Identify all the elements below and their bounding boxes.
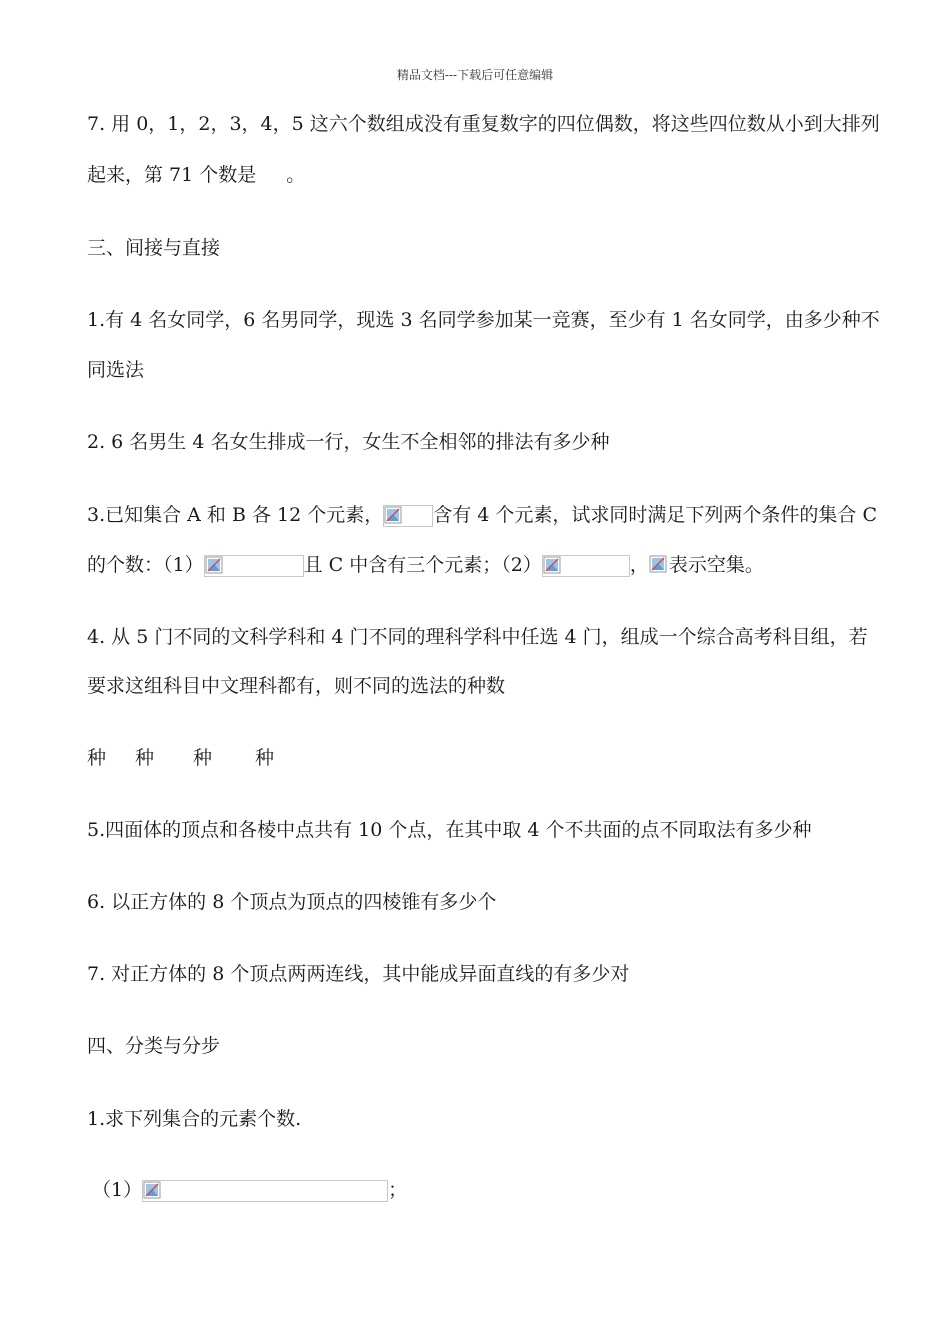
s3-question-7: 7. 对正方体的 8 个顶点两两连线，其中能成异面直线的有多少对 <box>87 963 630 985</box>
s3-question-3-text-e: 表示空集。 <box>668 554 764 576</box>
formula-image-placeholder <box>383 505 433 527</box>
s3-question-3-text-c: 的个数：（1） <box>87 554 204 576</box>
choice-c: 种 <box>193 747 213 769</box>
s3-question-3-text-a: 3.已知集合 A 和 B 各 12 个元素， <box>87 504 384 526</box>
choice-a: 种 <box>87 747 107 769</box>
s3-question-1-line-2: 同选法 <box>87 359 145 381</box>
section-4-heading: 四、分类与分步 <box>87 1035 221 1057</box>
choice-b: 种 <box>135 747 155 769</box>
question-7-text: 起来，第 71 个数是 <box>87 164 257 186</box>
broken-image-icon <box>543 556 563 576</box>
question-7-line-1: 7. 用 0，1，2，3，4，5 这六个数组成没有重复数字的四位偶数，将这些四位数从小到大排列 <box>87 113 880 135</box>
s3-question-2: 2. 6 名男生 4 名女生排成一行，女生不全相邻的排法有多少种 <box>87 431 610 453</box>
s3-question-5: 5.四面体的顶点和各棱中点共有 10 个点，在其中取 4 个不共面的点不同取法有多少种 <box>87 819 812 841</box>
s3-question-6: 6. 以正方体的 8 个顶点为顶点的四棱锥有多少个 <box>87 891 497 913</box>
s3-question-3-text-d: 且 C 中含有三个元素；（2） <box>303 554 542 576</box>
broken-image-icon <box>205 556 225 576</box>
answer-choices <box>87 746 274 770</box>
broken-image-icon <box>649 555 669 575</box>
question-7-end: 。 <box>286 164 306 186</box>
section-3-heading: 三、间接与直接 <box>87 237 221 259</box>
broken-image-icon <box>143 1181 163 1201</box>
choice-d: 种 <box>255 747 275 769</box>
s3-question-3-comma: ， <box>629 554 649 576</box>
s3-question-4-line-2: 要求这组科目中文理科都有，则不同的选法的种数 <box>87 675 506 697</box>
s3-question-3-line-1 <box>87 503 877 527</box>
s3-question-3-text-b: 含有 4 个元素，试求同时满足下列两个条件的集合 C <box>433 504 877 526</box>
formula-image-placeholder <box>204 555 304 577</box>
formula-image-placeholder <box>542 555 630 577</box>
broken-image-icon <box>384 506 404 526</box>
question-7-line-2 <box>87 163 305 187</box>
s4-question-1: 1.求下列集合的元素个数. <box>87 1108 302 1130</box>
formula-image-placeholder <box>142 1180 388 1202</box>
item-1-suffix: ； <box>388 1179 408 1201</box>
s3-question-4-line-1: 4. 从 5 门不同的文科学科和 4 门不同的理科学科中任选 4 门，组成一个综合高考科目组，若 <box>87 626 868 648</box>
s3-question-1-line-1: 1.有 4 名女同学，6 名男同学，现选 3 名同学参加某一竞赛，至少有 1 名女同学，由多少种不 <box>87 309 880 331</box>
item-1-prefix: （1） <box>92 1179 143 1201</box>
s4-question-1-item-1 <box>92 1178 407 1202</box>
page-header: 精品文档---下载后可任意编辑 <box>396 68 554 82</box>
s3-question-3-line-2 <box>87 553 764 577</box>
